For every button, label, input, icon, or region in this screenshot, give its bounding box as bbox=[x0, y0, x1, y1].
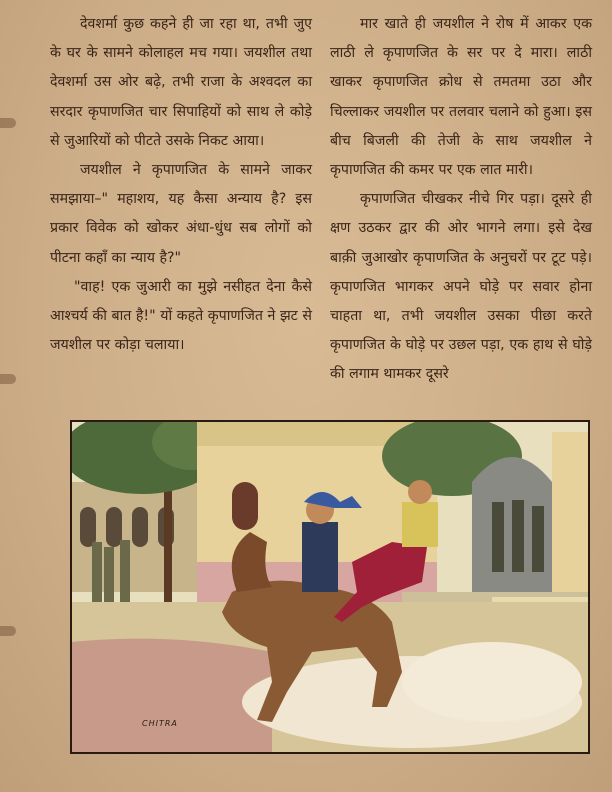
paragraph: कृपाणजित चीखकर नीचे गिर पड़ा। दूसरे ही क्षण उठकर द्वार की ओर भागने लगा। इसे देख बाक़ी जुआखोर कृपाणजित के अनुचरों पर टूट पड़े। कृपाणजित भागकर अपने घोड़े पर सवार होना चाहता था, तभी जयशील उसका पीछा करते कृपाणजित के घोड़े पर उछल पड़ा, एक हाथ से घोड़े की लगाम थामकर दूसरे bbox=[330, 191, 592, 383]
illustration-drawing bbox=[72, 422, 588, 752]
paragraph: मार खाते ही जयशील ने रोष में आकर एक लाठी ले कृपाणजित के सर पर दे मारा। लाठी खाकर कृपाणजित क्रोध से तमतमा उठा और चिल्लाकर जयशील पर तलवार चलाने को हुआ। इस बीच बिजली की तेजी के साथ जयशील ने कृपाणजित की कमर पर एक लात मारी। bbox=[330, 16, 592, 179]
paragraph: "वाह! एक जुआरी का मुझे नसीहत देना कैसे आश्चर्य की बात है!" यों कहते कृपाणजित ने झट से जयशील पर कोड़ा चलाया। bbox=[50, 278, 312, 354]
building-window bbox=[80, 507, 96, 547]
paragraph: जयशील ने कृपाणजित के सामने जाकर समझाया–" महाशय, यह कैसा अन्याय है? इस प्रकार विवेक को खोकर अंधा-धुंध सब लोगों को पीटना कहाँ का न्याय है?" bbox=[50, 162, 312, 266]
building-window bbox=[132, 507, 148, 547]
dust-cloud bbox=[402, 642, 582, 722]
right-text-column bbox=[330, 10, 592, 390]
bystanders bbox=[92, 540, 130, 602]
jayshil-head bbox=[408, 480, 432, 504]
jayshil-body bbox=[402, 502, 438, 547]
binding-hole-mark bbox=[0, 374, 16, 384]
paragraph: देवशर्मा कुछ कहने ही जा रहा था, तभी जुए के घर के सामने कोलाहल मच गया। जयशील तथा देवशर्मा उस ओर बढ़े, तभी राजा के अश्वदल का सरदार कृपाणजित चार सिपाहियों को साथ ले कोड़े से जुआरियों को पीटते उसके निकट आया। bbox=[50, 16, 312, 149]
tree-trunk bbox=[164, 482, 172, 602]
story-illustration bbox=[70, 420, 590, 754]
building-window bbox=[232, 482, 258, 530]
artist-signature: CHITRA bbox=[142, 719, 178, 728]
road-shade bbox=[72, 639, 272, 752]
gamblers-group bbox=[492, 500, 544, 572]
building-window bbox=[106, 507, 122, 547]
rider-kripanjit bbox=[302, 522, 338, 592]
binding-hole-mark bbox=[0, 626, 16, 636]
binding-hole-mark bbox=[0, 118, 16, 128]
left-text-column bbox=[50, 10, 312, 360]
